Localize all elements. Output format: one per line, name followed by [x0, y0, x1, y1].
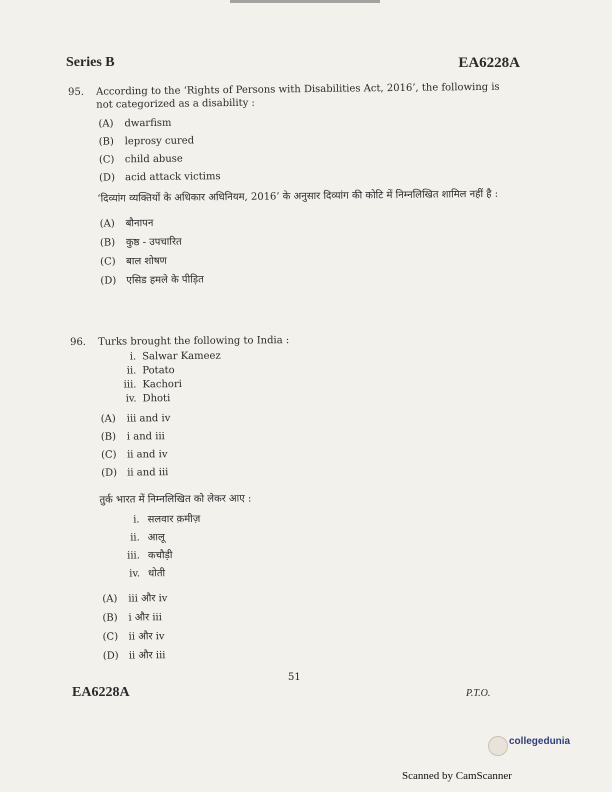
option-b: (B) leprosy cured [98, 135, 195, 148]
options-en [71, 407, 512, 483]
pto-label: P.T.O. [466, 688, 491, 699]
option-c: (C) ii and iv [100, 449, 168, 461]
question-number: 96. [70, 336, 87, 348]
question-96 [70, 332, 513, 666]
question-text-en: According to the ‘Rights of Persons with Disabilities Act, 2016’, the following is not categorized as a disability : [96, 81, 500, 111]
items-hi [118, 508, 513, 583]
option-b-hi: (B) कुष्ठ - उपचारित [99, 236, 182, 249]
option-d: (D) acid attack victims [99, 171, 221, 184]
options-hi [72, 586, 513, 666]
question-number: 95. [68, 86, 85, 98]
camscanner-watermark: Scanned by CamScanner [402, 770, 512, 782]
option-b-hi: (B) i और iii [102, 612, 162, 624]
question-95 [68, 81, 510, 291]
mascot-icon [488, 736, 508, 756]
list-item: i. Salwar Kameez [129, 350, 221, 363]
options-en [68, 111, 509, 188]
list-item: iii. Kachori [123, 379, 182, 391]
option-a-hi: (A) iii और iv [102, 593, 168, 605]
series-label: Series B [66, 55, 115, 70]
list-item: iii. कचौड़ी [127, 550, 173, 562]
collegedunia-logo [488, 736, 598, 756]
list-item: ii. Potato [126, 365, 175, 377]
option-b: (B) i and iii [100, 431, 165, 443]
list-item: iv. धोती [129, 568, 166, 580]
option-d-hi: (D) ii और iii [102, 650, 166, 662]
list-item: i. सलवार क़मीज़ [133, 513, 201, 526]
list-item: ii. आलू [130, 532, 165, 544]
items-en [116, 347, 510, 406]
option-c-hi: (C) ii और iv [102, 631, 165, 643]
scan-edge-line [230, 0, 380, 3]
paper-code: EA6228A [458, 55, 520, 71]
list-item: iv. Dhoti [125, 393, 171, 405]
options-hi [70, 210, 511, 291]
option-c-hi: (C) बाल शोषण [100, 255, 167, 268]
option-d-hi: (D) एसिड हमले के पीड़ित [100, 274, 204, 287]
question-text-en: Turks brought the following to India : [98, 335, 290, 348]
option-a-hi: (A) बौनापन [99, 217, 154, 230]
option-c: (C) child abuse [98, 153, 183, 166]
logo-brand-text: collegedunia [509, 736, 571, 747]
question-text-hi: ‘दिव्यांग व्यक्तियों के अधिकार अधिनियम, 2016’ के अनुसार दिव्यांग की कोटि में निम्नलिखित शामिल नहीं है : [97, 188, 499, 205]
option-a: (A) dwarfism [98, 117, 172, 130]
option-a: (A) iii and iv [100, 413, 171, 425]
footer-paper-code: EA6228A [72, 685, 130, 700]
page-number: 51 [288, 672, 301, 683]
option-d: (D) ii and iii [101, 467, 169, 479]
question-text-hi: तुर्क भारत में निम्नलिखित को लेकर आए : [99, 493, 252, 506]
